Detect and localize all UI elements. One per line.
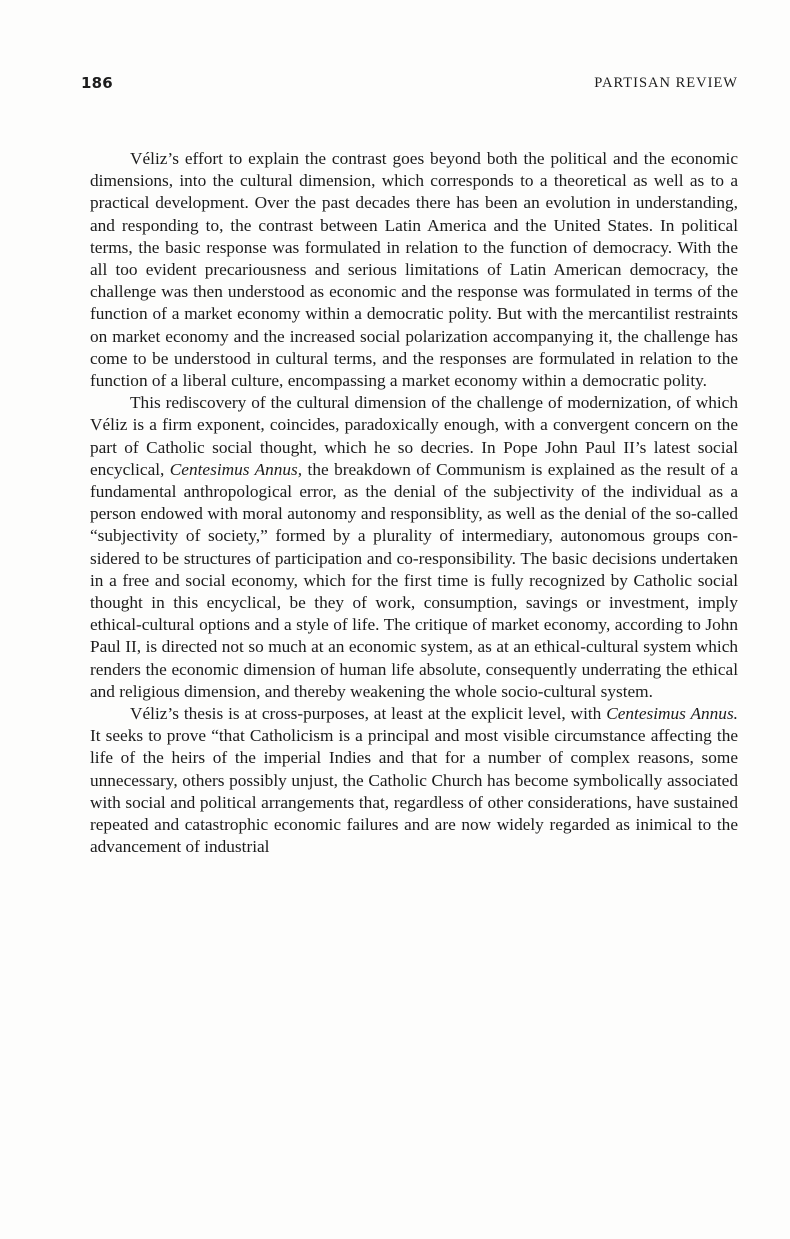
running-head [81, 74, 738, 98]
text-segment: Véliz’s effort to explain the contrast goes beyond both the political and the economic dimensions, into the cultural dimension, which corresponds to a theoretical as well as to a practical development. Over the past decades there has been an evolution in understanding, and responding to, the contrast between Latin America and the United States. In political terms, the basic response was formulated in relation to the function of democracy. With the all too evident precariousness and serious limitations of Latin American democracy, the challenge was then understood as economic and the response was formulated in terms of the function of a market economy within a democratic polity. But with the mercantilist restraints on market economy and the increased social polarization accompanying it, the challenge has come to be understood in cultural terms, and the responses are formulated in relation to the function of a liberal culture, encompassing a market economy within a democratic polity. [90, 149, 738, 391]
italic-title: Centesimus Annus. [606, 704, 738, 724]
page-number: 186 [81, 74, 113, 92]
journal-title: PARTISAN REVIEW [594, 75, 738, 91]
text-segment: Véliz’s thesis is at cross-purposes, at least at the explicit level, with [130, 704, 607, 724]
paragraph [90, 703, 738, 858]
text-segment: the breakdown of Communism is explained as the result of a fundamental anthropological error, as the denial of the subjectivity of the individual as a person endowed with moral autonomy and responsiblity, as well as the denial of the so-called “subjectivity of society,” formed by a plurality of intermediary, autonomous groups considered to be structures of participation and co-responsibility. The basic decisions undertaken in a free and social economy, which for the first time is fully recognized by Catholic social thought in this encyclical, be they of work, consumption, savings or investment, imply ethical-cultural options and a style of life. The critique of market economy, according to John Paul II, is directed not so much at an economic system, as at an ethical-cultural system which renders the economic dimension of human life absolute, consequently underrating the ethical and religious dimension, and thereby weakening the whole socio-cultural system. [90, 459, 738, 701]
text-segment: This rediscovery of the cultural dimension of the challenge of modernization, of which Véliz is a firm exponent, coincides, paradoxically enough, with a convergent concern on the part of Catholic social thought, which he so decries. In Pope John Paul II’s latest social encyclical, [90, 393, 738, 479]
paragraph [90, 148, 738, 392]
text-segment: It seeks to prove “that Catholicism is a principal and most visible circumstance affecting the life of the heirs of the imperial Indies and that for a number of complex reasons, some unnecessary, others possibly unjust, the Catholic Church has become symbolically associated with social and political arrangements that, regardless of other considerations, have sustained repeated and catastrophic economic failures and are now widely regarded as inimical to the advancement of industrial [90, 726, 738, 857]
paragraph [90, 392, 738, 703]
body-text [90, 148, 738, 859]
italic-title: Centesimus Annus, [169, 459, 303, 479]
